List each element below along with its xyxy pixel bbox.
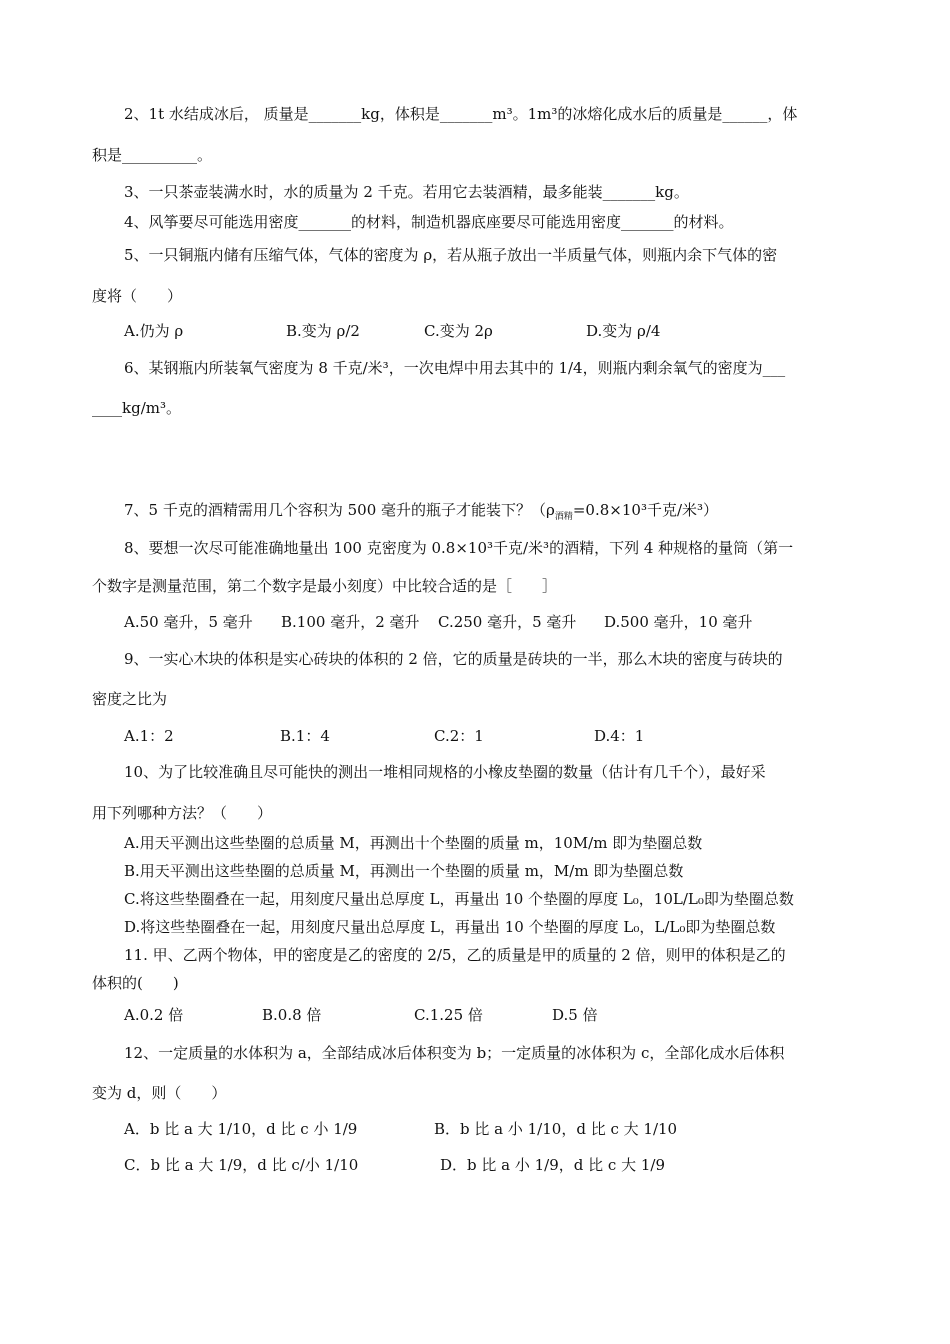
q5-option-c: C.变为 2ρ — [424, 322, 493, 340]
q9-option-a: A.1：2 — [124, 727, 174, 745]
q10-option-b: B.用天平测出这些垫圈的总质量 M，再测出一个垫圈的质量 m，M/m 即为垫圈总数 — [124, 862, 684, 880]
q12-option-c: C．b 比 a 大 1/9，d 比 c/小 1/10 — [124, 1156, 359, 1174]
q11-option-d: D.5 倍 — [552, 1006, 598, 1024]
q7 — [124, 500, 858, 520]
q10-option-c: C.将这些垫圈叠在一起，用刻度尺量出总厚度 L，再量出 10 个垫圈的厚度 L₀，10L/L₀即为垫圈总数 — [124, 890, 794, 908]
q3: 3、一只茶壶装满水时，水的质量为 2 千克。若用它去装酒精，最多能装_______kg。 — [124, 183, 689, 201]
q11-option-c: C.1.25 倍 — [414, 1006, 483, 1024]
q12-line1: 12、一定质量的水体积为 a，全部结成冰后体积变为 b；一定质量的冰体积为 c，全部化成水后体积 — [124, 1044, 785, 1062]
q2-line1: 2、1t 水结成冰后， 质量是_______kg，体积是_______m³。1m³的冰熔化成水后的质量是______，体 — [124, 105, 798, 123]
q12-line2: 变为 d，则（ ） — [92, 1084, 227, 1102]
q5-line2: 度将（ ） — [92, 287, 183, 305]
q12-option-a: A．b 比 a 大 1/10，d 比 c 小 1/9 — [124, 1120, 358, 1138]
q11-line2: 体积的( ) — [92, 974, 179, 992]
q10-option-d: D.将这些垫圈叠在一起，用刻度尺量出总厚度 L，再量出 10 个垫圈的厚度 L₀，L/L₀即为垫圈总数 — [124, 918, 776, 936]
q2-line2: 积是__________。 — [92, 146, 213, 164]
q9-line1: 9、一实心木块的体积是实心砖块的体积的 2 倍，它的质量是砖块的一半，那么木块的密度与砖块的 — [124, 650, 783, 668]
q11-option-a: A.0.2 倍 — [124, 1006, 184, 1024]
q7-tail: =0.8×10³千克/米³） — [572, 501, 719, 519]
q6-line2: ____kg/m³。 — [92, 399, 181, 417]
q5-option-b: B.变为 ρ/2 — [286, 322, 360, 340]
q5-option-a: A.仍为 ρ — [124, 322, 184, 340]
q9-option-d: D.4：1 — [594, 727, 645, 745]
q7-subscript: 酒精 — [554, 512, 573, 522]
q8-line1: 8、要想一次尽可能准确地量出 100 克密度为 0.8×10³千克/米³的酒精，下列 4 种规格的量筒（第一 — [124, 539, 794, 557]
q7-text: 7、5 千克的酒精需用几个容积为 500 毫升的瓶子才能装下？（ρ — [124, 501, 555, 519]
q8-option-b: B.100 毫升，2 毫升 — [281, 613, 420, 631]
q11-option-b: B.0.8 倍 — [262, 1006, 322, 1024]
q5-line1: 5、一只铜瓶内储有压缩气体，气体的密度为 ρ，若从瓶子放出一半质量气体，则瓶内余下气体的密 — [124, 246, 778, 264]
q10-option-a: A.用天平测出这些垫圈的总质量 M，再测出十个垫圈的质量 m，10M/m 即为垫圈总数 — [124, 834, 703, 852]
q9-option-c: C.2：1 — [434, 727, 484, 745]
q8-option-d: D.500 毫升，10 毫升 — [604, 613, 753, 631]
q9-line2: 密度之比为 — [92, 690, 168, 708]
q8-option-c: C.250 毫升，5 毫升 — [438, 613, 577, 631]
q12-option-b: B．b 比 a 小 1/10，d 比 c 大 1/10 — [434, 1120, 678, 1138]
q6-line1: 6、某钢瓶内所装氧气密度为 8 千克/米³，一次电焊中用去其中的 1/4，则瓶内剩余氧气的密度为___ — [124, 359, 786, 377]
q8-option-a: A.50 毫升，5 毫升 — [124, 613, 253, 631]
q11-line1: 11. 甲、乙两个物体，甲的密度是乙的密度的 2/5，乙的质量是甲的质量的 2 倍，则甲的体积是乙的 — [124, 946, 786, 964]
q5-option-d: D.变为 ρ/4 — [586, 322, 661, 340]
q12-option-d: D．b 比 a 小 1/9，d 比 c 大 1/9 — [440, 1156, 666, 1174]
q9-option-b: B.1：4 — [280, 727, 330, 745]
q10-line2: 用下列哪种方法？（ ） — [92, 804, 273, 822]
q10-line1: 10、为了比较准确且尽可能快的测出一堆相同规格的小橡皮垫圈的数量（估计有几千个），最好采 — [124, 763, 766, 781]
q4: 4、风筝要尽可能选用密度_______的材料，制造机器底座要尽可能选用密度_______的材料。 — [124, 213, 734, 231]
q8-line2: 个数字是测量范围，第二个数字是最小刻度）中比较合适的是［ ］ — [92, 577, 558, 595]
